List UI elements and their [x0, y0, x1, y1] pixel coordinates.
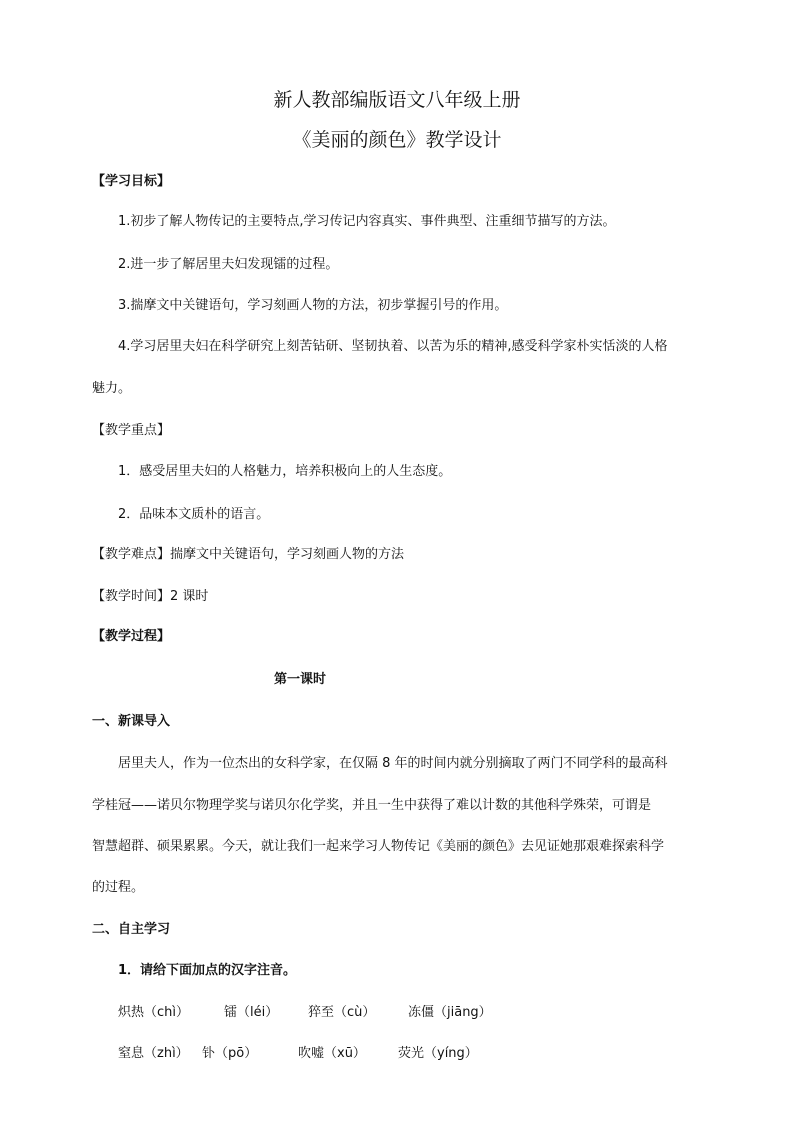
document-title: 新人教部编版语文八年级上册 [273, 89, 521, 111]
part1-line-1: 居里夫人，作为一位杰出的女科学家，在仅隔 8 年的时间内就分别摘取了两门不同学科的最高科 [118, 756, 668, 771]
objective-2: 2.进一步了解居里夫妇发现镭的过程。 [118, 257, 339, 272]
pinyin-item: 荧光（yíng） [398, 1046, 478, 1061]
part1-heading: 一、新课导入 [92, 714, 171, 729]
pinyin-item: 吹嘘（xū） [298, 1046, 366, 1061]
lesson-title: 第一课时 [273, 672, 326, 687]
part1-line-4: 的过程。 [92, 880, 145, 895]
key-point-2: 2．品味本文质朴的语言。 [118, 507, 270, 522]
pinyin-item: 窒息（zhì） [118, 1046, 189, 1061]
document-subtitle: 《美丽的颜色》教学设计 [292, 129, 502, 151]
pinyin-item: 钋（pō） [202, 1046, 258, 1061]
objective-3: 3.揣摩文中关键语句，学习刻画人物的方法，初步掌握引号的作用。 [118, 298, 508, 313]
teaching-time: 【教学时间】2 课时 [92, 589, 209, 604]
objective-4-continued: 魅力。 [92, 381, 132, 396]
part2-heading: 二、自主学习 [92, 922, 171, 937]
key-point-1: 1．感受居里夫妇的人格魅力，培养积极向上的人生态度。 [118, 464, 452, 479]
objective-4: 4.学习居里夫妇在科学研究上刻苦钻研、坚韧执着、以苦为乐的精神,感受科学家朴实恬淡的人格 [118, 339, 668, 354]
part1-line-2: 学桂冠——诺贝尔物理学奖与诺贝尔化学奖，并且一生中获得了难以计数的其他科学殊荣，可谓是 [92, 798, 652, 813]
objective-1: 1.初步了解人物传记的主要特点,学习传记内容真实、事件典型、注重细节描写的方法。 [118, 214, 616, 229]
objectives-heading: 【学习目标】 [92, 174, 171, 189]
teaching-difficulty: 【教学难点】揣摩文中关键语句，学习刻画人物的方法 [92, 547, 405, 562]
key-points-heading: 【教学重点】 [92, 423, 171, 438]
process-heading: 【教学过程】 [92, 629, 171, 644]
pinyin-item: 镭（léi） [224, 1005, 279, 1020]
pinyin-item: 猝至（cù） [308, 1005, 376, 1020]
part1-line-3: 智慧超群、硕果累累。今天，就让我们一起来学习人物传记《美丽的颜色》去见证她那艰难探索科学 [92, 839, 665, 854]
task-1: 1．请给下面加点的汉字注音。 [118, 963, 297, 978]
pinyin-item: 炽热（chì） [118, 1005, 189, 1020]
pinyin-item: 冻僵（jiāng） [408, 1005, 492, 1020]
